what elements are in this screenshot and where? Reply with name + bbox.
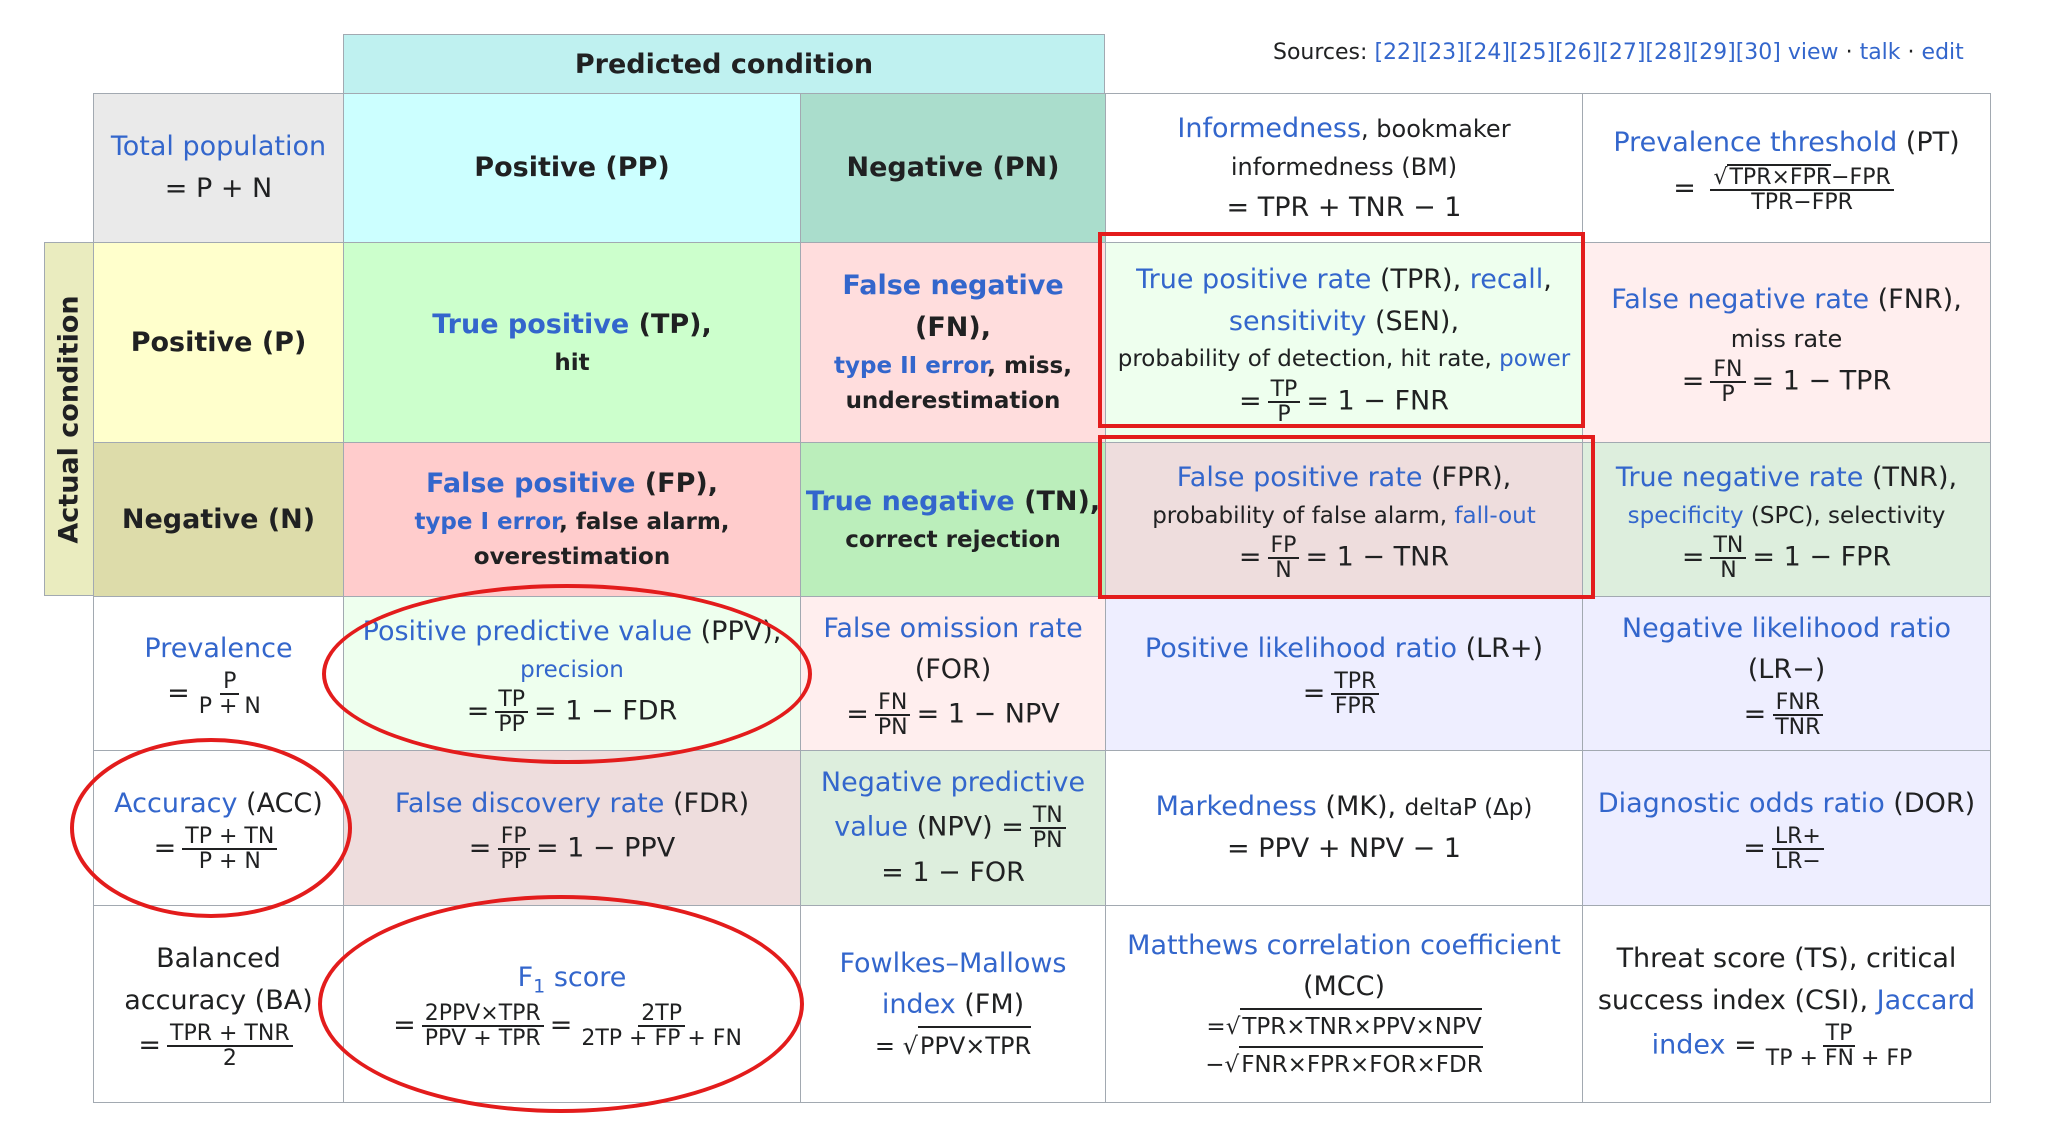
actual-condition-label: Actual condition xyxy=(53,294,85,544)
accuracy-cell xyxy=(93,750,344,906)
predicted-positive-cell xyxy=(343,93,801,243)
tn-alt: correct rejection xyxy=(845,526,1061,553)
markedness-cell xyxy=(1105,750,1583,906)
fdr-eq: = xyxy=(468,832,492,864)
negative-likelihood-ratio-cell xyxy=(1582,596,1991,751)
lrp-eq: = xyxy=(1302,677,1326,709)
sources-refs-link[interactable]: [22][23][24][25][26][27][28][29][30] xyxy=(1374,40,1781,65)
predicted-negative-label: Negative (PN) xyxy=(846,152,1060,184)
actual-negative-label: Negative (N) xyxy=(121,503,316,535)
ts-line1: Threat score (TS), critical xyxy=(1616,943,1957,975)
acc-den: P + N xyxy=(198,848,261,874)
pt-den: TPR−FPR xyxy=(1751,189,1853,215)
npv-cell xyxy=(800,750,1106,906)
prevalence-link[interactable]: Prevalence xyxy=(144,633,293,665)
fdr-rest: = 1 − PPV xyxy=(535,832,676,864)
ppv-link[interactable]: Positive predictive value xyxy=(362,615,693,647)
tnr-den: N xyxy=(1720,558,1737,584)
jaccard-index-link[interactable]: index xyxy=(1651,1029,1726,1061)
npv-num: TN xyxy=(1030,804,1066,829)
predicted-negative-cell xyxy=(800,93,1106,243)
dor-eq: = xyxy=(1743,832,1766,864)
fnr-abbr: (FNR), xyxy=(1869,283,1962,315)
lrn-link[interactable]: Negative likelihood ratio xyxy=(1621,612,1952,644)
ppv-cell xyxy=(343,596,801,751)
fp-rest: , false alarm, xyxy=(559,508,730,535)
true-positive-cell xyxy=(343,242,801,443)
accuracy-link[interactable]: Accuracy xyxy=(114,787,238,819)
tp-abbr: (TP), xyxy=(629,308,712,340)
fnr-den: P xyxy=(1721,382,1735,408)
mcc-cell: Matthews correlation coefficient (MCC) =√TPR×TNR×PPV×NPV −√FNR×FPR×FOR×FDR xyxy=(1105,905,1583,1103)
false-positive-rate-cell xyxy=(1105,442,1583,597)
for-link[interactable]: False omission rate xyxy=(823,612,1083,644)
ppv-eq: = xyxy=(466,695,490,727)
prev-den: P + N xyxy=(198,694,261,720)
tnr-rest2: = 1 − FPR xyxy=(1752,541,1892,573)
tp-alt: hit xyxy=(554,349,590,376)
ba-eq: = xyxy=(138,1029,162,1061)
f1-score-cell xyxy=(343,905,801,1103)
lrp-den: FPR xyxy=(1334,694,1376,720)
lrn-den: TNR xyxy=(1775,715,1821,741)
informedness-cell xyxy=(1105,93,1583,243)
lrn-eq: = xyxy=(1743,698,1767,730)
npv-abbr: (NPV) = xyxy=(908,811,1024,843)
mcc-abbr: (MCC) xyxy=(1302,971,1386,1003)
mk-abbr: (MK), xyxy=(1316,791,1405,823)
predicted-condition-header xyxy=(343,34,1105,94)
talk-link[interactable]: talk xyxy=(1859,40,1901,65)
fn-alt: underestimation xyxy=(845,388,1061,415)
lrp-abbr: (LR+) xyxy=(1457,633,1544,665)
pt-num-sqrt: TPR×FPR xyxy=(1729,164,1832,190)
fm-link-1[interactable]: Fowlkes–Mallows xyxy=(839,947,1067,979)
acc-num: TP + TN xyxy=(182,825,277,850)
actual-negative-cell xyxy=(93,442,344,597)
fpr-desc: probability of false alarm, xyxy=(1152,502,1455,529)
dor-den: LR− xyxy=(1774,848,1821,874)
tnr-num: TN xyxy=(1710,534,1746,559)
true-positive-rate-cell xyxy=(1105,242,1583,443)
fdr-num: FP xyxy=(498,825,530,850)
tpr-desc: probability of detection, hit rate, xyxy=(1117,346,1500,373)
edit-link[interactable]: edit xyxy=(1921,40,1964,65)
for-eq: = xyxy=(846,698,869,730)
tpr-num: TP xyxy=(1268,378,1301,403)
mcc-sqrt1: TPR×TNR×PPV×NPV xyxy=(1240,1008,1481,1046)
false-negative-rate-cell xyxy=(1582,242,1991,443)
prevalence-cell xyxy=(93,596,344,751)
fpr-link[interactable]: False positive rate xyxy=(1176,461,1423,493)
sep-2: · xyxy=(1907,40,1915,65)
fm-abbr: (FM) xyxy=(955,989,1025,1021)
fpr-den: N xyxy=(1275,558,1292,584)
power-link[interactable]: power xyxy=(1499,346,1571,373)
fpr-eq: = xyxy=(1238,541,1262,573)
fall-out-link[interactable]: fall-out xyxy=(1454,502,1536,529)
mk-deltap: deltaP (Δp) xyxy=(1404,795,1533,822)
fp-abbr: (FP), xyxy=(635,467,718,499)
positive-likelihood-ratio-cell xyxy=(1105,596,1583,751)
fm-sqrt: PPV×TPR xyxy=(918,1026,1031,1065)
actual-positive-label: Positive (P) xyxy=(130,326,307,358)
f1-score-link[interactable] xyxy=(518,957,627,1002)
ppv-rest: = 1 − FDR xyxy=(534,695,678,727)
mcc-sqrt2: FNR×FPR×FOR×FDR xyxy=(1239,1046,1483,1084)
fnr-num: FN xyxy=(1710,358,1745,383)
tnr-link[interactable]: True negative rate xyxy=(1615,461,1864,493)
tnr-eq: = xyxy=(1681,541,1705,573)
ba-num: TPR + TNR xyxy=(167,1022,293,1047)
lrp-link[interactable]: Positive likelihood ratio xyxy=(1144,633,1457,665)
mcc-eq1: = xyxy=(1206,1014,1226,1041)
fpr-num: FP xyxy=(1268,534,1300,559)
lrp-num: TPR xyxy=(1331,670,1379,695)
diagnostic-odds-ratio-cell xyxy=(1582,750,1991,906)
sep-1: · xyxy=(1845,40,1853,65)
dor-num: LR+ xyxy=(1772,825,1824,850)
prev-eq: = xyxy=(167,677,190,709)
prevalence-threshold-link[interactable]: Prevalence threshold xyxy=(1613,126,1898,158)
npv-link-2[interactable]: value xyxy=(834,811,909,843)
actual-condition-header xyxy=(44,242,94,596)
mcc-link[interactable]: Matthews correlation coefficient xyxy=(1127,929,1561,961)
ts-line2a: success index (CSI), xyxy=(1597,984,1877,1016)
sensitivity-link[interactable]: sensitivity xyxy=(1228,305,1367,337)
type-i-error-link[interactable]: type I error xyxy=(414,508,560,535)
dor-abbr: (DOR) xyxy=(1884,787,1976,819)
pt-num-rest: −FPR xyxy=(1831,164,1891,190)
fdr-abbr: (FDR) xyxy=(664,787,750,819)
total-population-formula: = P + N xyxy=(164,173,273,204)
tpr-den: P xyxy=(1277,402,1291,428)
fp-alt: overestimation xyxy=(473,544,671,571)
fdr-link[interactable]: False discovery rate xyxy=(394,787,665,819)
fn-abbr: (FN), xyxy=(915,311,991,343)
fn-rest: , miss, xyxy=(987,352,1072,379)
prev-num: P xyxy=(220,670,239,695)
informedness-abbr: informedness (BM) xyxy=(1230,153,1458,182)
ts-num: TP xyxy=(1823,1022,1856,1047)
precision-link[interactable]: precision xyxy=(520,656,624,683)
view-link[interactable]: view xyxy=(1787,40,1839,65)
fnr-link[interactable]: False negative rate xyxy=(1611,283,1870,315)
npv-rest: = 1 − FOR xyxy=(881,857,1025,889)
ba-line2: accuracy (BA) xyxy=(124,984,313,1016)
sources-label: Sources: xyxy=(1273,40,1368,65)
lrn-num: FNR xyxy=(1773,691,1823,716)
acc-abbr: (ACC) xyxy=(237,787,323,819)
false-omission-rate-cell xyxy=(800,596,1106,751)
f1-eq2: = xyxy=(549,1009,573,1041)
fpr-rest: = 1 − TNR xyxy=(1305,541,1450,573)
f1-den2: 2TP + FP + FN xyxy=(581,1026,742,1052)
ts-den: TP + FN + FP xyxy=(1765,1045,1913,1071)
tpr-link[interactable]: True positive rate xyxy=(1136,263,1372,295)
true-positive-link[interactable]: True positive xyxy=(432,308,630,340)
prevalence-threshold-cell: Prevalence threshold (PT) = √TPR×FPR−FPR TPR−FPR xyxy=(1582,93,1991,243)
f1-name2: score xyxy=(545,962,627,994)
total-population-cell xyxy=(93,93,344,243)
f1-den1: PPV + TPR xyxy=(424,1026,541,1052)
tpr-eq: = xyxy=(1238,385,1262,417)
informedness-link[interactable]: Informedness xyxy=(1177,112,1362,144)
dor-link[interactable]: Diagnostic odds ratio xyxy=(1597,787,1885,819)
pt-eq: = xyxy=(1673,172,1696,204)
type-ii-error-link[interactable]: type II error xyxy=(834,352,988,379)
npv-link-1[interactable]: Negative predictive xyxy=(820,767,1086,799)
threat-score-cell xyxy=(1582,905,1991,1103)
actual-positive-cell xyxy=(93,242,344,443)
tpr-abbr: (TPR), xyxy=(1371,263,1470,295)
mcc-eq2: − xyxy=(1205,1051,1225,1078)
recall-link[interactable]: recall xyxy=(1469,263,1544,295)
total-population-link[interactable]: Total population xyxy=(110,131,327,163)
fnr-eq: = xyxy=(1681,365,1705,397)
tn-abbr: (TN), xyxy=(1014,485,1101,517)
for-rest: = 1 − NPV xyxy=(916,698,1060,730)
fdr-den: PP xyxy=(500,848,527,874)
ba-line1: Balanced xyxy=(156,943,281,975)
f1-name: F xyxy=(517,962,534,994)
pt-abbr: (PT) xyxy=(1897,126,1960,158)
ppv-num: TP xyxy=(495,688,528,713)
balanced-accuracy-cell xyxy=(93,905,344,1103)
fm-link-2[interactable]: index xyxy=(881,989,956,1021)
markedness-link[interactable]: Markedness xyxy=(1155,791,1317,823)
fowlkes-mallows-cell: Fowlkes–Mallows index (FM) = √PPV×TPR xyxy=(800,905,1106,1103)
acc-eq: = xyxy=(153,832,177,864)
true-negative-rate-cell xyxy=(1582,442,1991,597)
tpr-comma: , xyxy=(1543,263,1552,295)
ppv-abbr: (PPV), xyxy=(692,615,782,647)
f1-eq: = xyxy=(393,1009,416,1041)
fnr-rest: = 1 − TPR xyxy=(1751,365,1892,397)
tnr-abbr: (TNR), xyxy=(1863,461,1958,493)
false-positive-link[interactable]: False positive xyxy=(426,467,636,499)
informedness-rest: , bookmaker xyxy=(1361,114,1511,143)
tnr-rest: (SPC), selectivity xyxy=(1743,502,1946,529)
false-negative-cell xyxy=(800,242,1106,443)
tpr-rest: = 1 − FNR xyxy=(1306,385,1449,417)
f1-num2: 2TP xyxy=(638,1002,685,1027)
mk-formula: = PPV + NPV − 1 xyxy=(1227,833,1461,864)
for-abbr: (FOR) xyxy=(914,654,992,686)
ppv-den: PP xyxy=(498,712,525,738)
false-discovery-rate-cell xyxy=(343,750,801,906)
for-den: PN xyxy=(877,715,908,741)
false-negative-link[interactable]: False negative xyxy=(842,270,1064,302)
informedness-formula: = TPR + TNR − 1 xyxy=(1226,191,1462,223)
false-positive-cell xyxy=(343,442,801,597)
f1-sub: 1 xyxy=(533,975,546,998)
f1-num1: 2PPV×TPR xyxy=(422,1002,544,1027)
fnr-alt: miss rate xyxy=(1730,324,1843,353)
lrn-abbr: (LR−) xyxy=(1747,654,1826,686)
true-negative-cell xyxy=(800,442,1106,597)
predicted-positive-label: Positive (PP) xyxy=(474,152,670,184)
ba-den: 2 xyxy=(222,1045,237,1071)
true-negative-link[interactable]: True negative xyxy=(805,485,1015,517)
npv-den: PN xyxy=(1032,828,1063,853)
sources-line xyxy=(1273,40,1964,65)
fm-eq: = xyxy=(874,1032,895,1061)
for-num: FN xyxy=(875,691,910,716)
sen-abbr: (SEN), xyxy=(1366,305,1460,337)
jaccard-link[interactable]: Jaccard xyxy=(1876,984,1976,1016)
ts-eq: = xyxy=(1734,1029,1757,1061)
specificity-link[interactable]: specificity xyxy=(1627,502,1744,529)
fpr-abbr: (FPR), xyxy=(1422,461,1512,493)
predicted-condition-label: Predicted condition xyxy=(574,48,874,80)
